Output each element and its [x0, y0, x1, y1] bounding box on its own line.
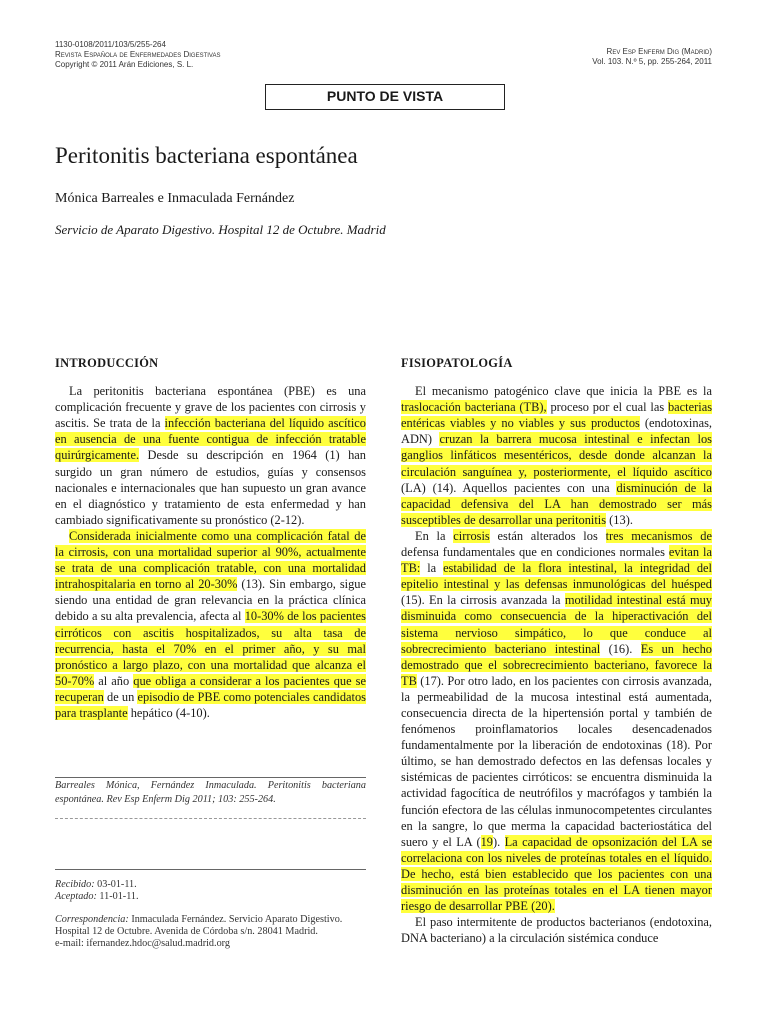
- correspondence-email: e-mail: ifernandez.hdoc@salud.madrid.org: [55, 938, 230, 949]
- highlighted-text: 19: [480, 834, 493, 849]
- citation-text: Barreales Mónica, Fernández Inmaculada. Peritonitis bacteriana espontánea. Rev Esp Enferm Dig 2011; 103: 255-264.: [55, 780, 366, 805]
- highlighted-text: Considerada inicialmente como una complicación fatal de la cirrosis, con una mortalidad superior al 90%, actualmente se trata de una complicación tratable, con una mortalidad intrahospitalaria en torno al 20-30%: [55, 528, 366, 592]
- intro-paragraph-2: [55, 528, 366, 721]
- text-run: la: [420, 561, 444, 576]
- intro-paragraph-1: [55, 383, 366, 528]
- received-line: [55, 879, 139, 891]
- text-run: (16).: [600, 641, 641, 656]
- accepted-label: Aceptado:: [55, 891, 97, 902]
- text-run: proceso por el cual las: [546, 400, 668, 415]
- highlighted-text: Es un hecho demostrado que el sobrecrecimiento bacteriano, favorece la TB: [401, 641, 712, 688]
- section-label: PUNTO DE VISTA: [265, 84, 505, 110]
- highlighted-text: infección bacteriana del líquido ascítico en ausencia de una fuente contigua de infección tratable quirúrgicamente.: [55, 416, 366, 463]
- journal-header-left: [55, 40, 220, 70]
- text-run: En la: [415, 528, 454, 543]
- text-run: hepático (4-10).: [127, 705, 210, 720]
- text-run: (13).: [606, 512, 633, 527]
- text-run: al año: [94, 673, 134, 688]
- journal-abbrev: Rev Esp Enferm Dig (Madrid): [606, 47, 712, 56]
- correspondence-text: Inmaculada Fernández. Servicio Aparato Digestivo. Hospital 12 de Octubre. Avenida de Córdoba s/n. 28041 Madrid.: [55, 914, 343, 937]
- dates-block: [55, 879, 139, 903]
- text-run: defensa fundamentales que en condiciones normales: [401, 545, 669, 560]
- right-column: [401, 355, 712, 946]
- text-run: El mecanismo patogénico clave que inicia la PBE es la: [415, 384, 712, 399]
- highlighted-text: cirrosis: [453, 528, 490, 543]
- article-affiliation: Servicio de Aparato Digestivo. Hospital 12 de Octubre. Madrid: [55, 222, 386, 237]
- highlighted-text: motilidad intestinal está muy disminuida como consecuencia de la hiperactivación del sistema nervioso simpático, lo que conduce al sobrecrecimiento bacteriano intestinal: [401, 593, 712, 656]
- article-authors: Mónica Barreales e Inmaculada Fernández: [55, 191, 295, 206]
- text-run: ).: [492, 834, 505, 849]
- dates-top-rule: [55, 869, 366, 870]
- fisio-paragraph-3: [401, 914, 712, 946]
- highlighted-text: bacterias entéricas viables y no viables y sus productos: [401, 400, 713, 431]
- highlighted-text: cruzan la barrera mucosa intestinal e infectan los ganglios linfáticos mesentéricos, desde donde alcanzan la circulación sanguínea y, posteriormente, el líquido ascítico: [401, 432, 712, 479]
- highlighted-text: tres mecanismos de: [605, 528, 712, 543]
- highlighted-text: evitan la TB:: [401, 545, 712, 576]
- highlighted-text: 10-30% de los pacientes cirróticos con ascitis hospitalizados, su alta tasa de recurrencia, hasta el 70% en el primer año, y su mal pronóstico a largo plazo, con una mortalidad que alcanza el 50-70%: [55, 609, 366, 688]
- volume-line: Vol. 103. N.º 5, pp. 255-264, 2011: [592, 57, 712, 66]
- text-run: (LA) (14). Aquellos pacientes con una: [401, 480, 617, 495]
- accepted-line: [55, 891, 139, 903]
- correspondence-label: Correspondencia:: [55, 914, 129, 925]
- citation-bottom-rule: [55, 818, 366, 819]
- accepted-date: 11-01-11.: [99, 891, 139, 902]
- correspondence-block: [55, 914, 366, 950]
- highlighted-text: que obliga a considerar a los pacientes que se recuperan: [55, 673, 366, 704]
- text-run: (endotoxinas, ADN): [401, 416, 712, 447]
- journal-header-right: [592, 47, 712, 67]
- citation-top-rule: [55, 777, 366, 778]
- highlighted-text: estabilidad de la flora intestinal, la integridad del epitelio intestinal y las defensas inmunológicas del huésped: [401, 561, 712, 592]
- article-title: Peritonitis bacteriana espontánea: [55, 143, 358, 168]
- left-column: [55, 355, 366, 721]
- highlighted-text: episodio de PBE como potenciales candidatos para trasplante: [55, 689, 366, 720]
- text-run: están alterados los: [489, 528, 606, 543]
- highlighted-text: disminución de la capacidad defensiva del LA han demostrado ser más susceptibles de desarrollar una peritonitis: [401, 480, 712, 527]
- highlighted-text: traslocación bacteriana (TB),: [401, 400, 547, 415]
- fisio-paragraph-1: [401, 383, 712, 528]
- text-run: Desde su descripción en 1964 (1) han surgido un gran número de estudios, guías y consensos nacionales e internacionales que han supuesto un gran avance en el diagnóstico y tratamiento de esta enfermedad y han cambiado significativamente su pronóstico (2-12).: [55, 448, 366, 527]
- text-run: (15). En la cirrosis avanzada la: [401, 593, 565, 608]
- received-label: Recibido:: [55, 879, 95, 890]
- text-run: (13). Sin embargo, sigue siendo una entidad de gran relevancia en la práctica clínica debido a su alta prevalencia, afecta al: [55, 577, 366, 624]
- fisio-heading: FISIOPATOLOGÍA: [401, 356, 513, 370]
- text-run: (17). Por otro lado, en los pacientes con cirrosis avanzada, la permeabilidad de la mucosa intestinal está aumentada, consecuencia directa de la hipertensión portal y también de fenómenos proinflamatorios locales desencadenados fundamentalmente por la liberación de endotoxinas (18). Por último, se han demostrado defectos en las defensas locales y sistémicas de pacientes cirróticos: se encuentra disminuida la actividad fagocítica de neutrófilos y macrófagos y también la función efectora de las células inmunocompetentes circulantes en la sangre, lo que merma la capacidad bacteriostática del suero y el LA (: [401, 673, 712, 849]
- fisio-paragraph-2: [401, 528, 712, 914]
- highlighted-text: La capacidad de opsonización del LA se correlaciona con los niveles de proteínas totales en el líquido. De hecho, está bien establecido que los pacientes con una disminución en las proteínas totales en el LA tienen mayor riesgo de desarrollar PBE (20).: [401, 834, 713, 914]
- received-date: 03-01-11.: [97, 879, 137, 890]
- issn-line: 1130-0108/2011/103/5/255-264: [55, 40, 166, 49]
- journal-name: Revista Española de Enfermedades Digestivas: [55, 50, 221, 59]
- text-run: La peritonitis bacteriana espontánea (PBE) es una complicación frecuente y grave de los pacientes con cirrosis y ascitis. Se trata de la: [55, 384, 366, 431]
- copyright-line: Copyright © 2011 Arán Ediciones, S. L.: [55, 60, 194, 69]
- intro-heading: INTRODUCCIÓN: [55, 356, 159, 370]
- text-run: El paso intermitente de productos bacterianos (endotoxina, DNA bacteriano) a la circulación sistémica conduce: [401, 915, 712, 946]
- text-run: de un: [103, 689, 138, 704]
